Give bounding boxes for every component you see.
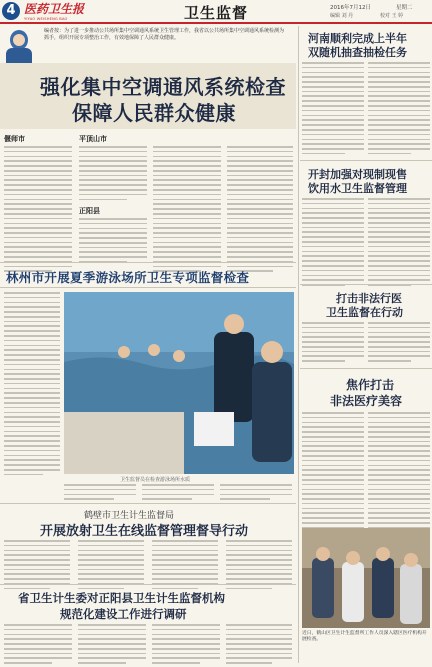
right-article4-title-line2: 非法医疗美容 xyxy=(330,394,403,408)
right-article3-title-line2: 卫生监督在行动 xyxy=(326,306,403,319)
divider xyxy=(0,262,296,263)
editor-note: 编者按：为了进一步推动公共场所集中空调通风系统卫生管理工作，我省以公共场所集中空调通风系统检测为抓手，组织开展专项整治工作，有效地保障了人民群众健康。 xyxy=(44,28,285,42)
right-article2-col-2 xyxy=(368,198,430,289)
right-article1-col-2 xyxy=(368,62,430,158)
bottom-text-col-3 xyxy=(152,624,220,667)
bottom-text-col-2 xyxy=(78,624,146,667)
page-number: 4 xyxy=(6,3,16,18)
page-number-badge xyxy=(2,2,20,20)
right-article4-title-line1: 焦作打击 xyxy=(346,378,395,392)
swim-text-col-1 xyxy=(4,292,60,478)
right-article4-col-1 xyxy=(302,412,364,541)
lead-subsection-c: 正阳县 xyxy=(79,207,100,215)
lead-text-col-3 xyxy=(153,146,221,275)
right-article2-col-1 xyxy=(302,198,364,289)
divider xyxy=(0,584,296,585)
right-article1-col-1 xyxy=(302,62,364,158)
hebi-headline: 开展放射卫生在线监督管理督导行动 xyxy=(40,524,249,539)
divider xyxy=(300,368,432,369)
column-divider xyxy=(298,26,299,663)
divider xyxy=(0,503,296,504)
divider xyxy=(300,160,432,161)
bottom-right-photo xyxy=(302,528,430,628)
proof-credit: 校对 王 婷 xyxy=(380,13,404,19)
hebi-kicker: 鹤壁市卫生计生监督局 xyxy=(84,511,175,521)
swim-text-bottom-3 xyxy=(220,484,292,503)
masthead-rule xyxy=(0,22,432,24)
divider xyxy=(0,287,296,288)
lead-text-col-4 xyxy=(227,146,293,275)
swim-text-bottom-1 xyxy=(64,484,136,503)
right-article2-title-line1: 开封加强对现制现售 xyxy=(308,168,407,181)
lead-subsection-b: 平顶山市 xyxy=(79,135,107,143)
right-article2-title-line2: 饮用水卫生监督管理 xyxy=(308,182,407,195)
swim-photo xyxy=(64,292,294,474)
bottom-text-col-4 xyxy=(226,624,292,667)
paper-name: 医药卫生报 xyxy=(24,2,85,16)
lead-headline-block xyxy=(0,63,296,129)
lead-headline-line1: 强化集中空调通风系统检查 xyxy=(40,75,286,99)
issue-date: 2016年7月12日 xyxy=(330,5,371,11)
editor-credit: 编辑 刘 丹 xyxy=(330,13,354,19)
bottom-headline-line2: 规范化建设工作进行调研 xyxy=(60,607,187,621)
paper-pinyin: YIYAO WEISHENG BAO xyxy=(24,17,68,21)
lead-text-col-1 xyxy=(4,146,72,275)
bottom-headline-line1: 省卫生计生委对正阳县卫生计生监督机构 xyxy=(18,591,225,605)
right-article1-title-line1: 河南顺利完成上半年 xyxy=(308,32,407,45)
right-article3-col-2 xyxy=(368,322,430,365)
photo-caption: 卫生监督员在检查游泳场所水质 xyxy=(120,477,191,483)
section-title: 卫生监督 xyxy=(184,4,249,22)
lead-subsection-a: 偃师市 xyxy=(4,135,25,143)
lead-text-col-2a xyxy=(79,146,147,203)
right-article3-title-line1: 打击非法行医 xyxy=(336,292,402,305)
right-article4-col-2 xyxy=(368,412,430,541)
right-article1-title-line2: 双随机抽查抽检任务 xyxy=(308,46,407,59)
lead-headline-line2: 保障人民群众健康 xyxy=(72,101,236,125)
paper-logo xyxy=(24,0,84,21)
lead-text-col-2b xyxy=(79,218,147,266)
bottom-right-photo-caption: 近日，鹤山区卫生计生监督所工作人员深入辖区医疗机构开展检查。 xyxy=(302,631,427,643)
divider xyxy=(300,284,432,285)
swim-text-bottom-2 xyxy=(142,484,214,503)
bottom-text-col-1 xyxy=(4,624,72,667)
right-article3-col-1 xyxy=(302,322,364,365)
issue-weekday: 星期二 xyxy=(396,5,413,11)
masthead xyxy=(0,0,432,22)
swim-headline: 林州市开展夏季游泳场所卫生专项监督检查 xyxy=(6,270,250,285)
